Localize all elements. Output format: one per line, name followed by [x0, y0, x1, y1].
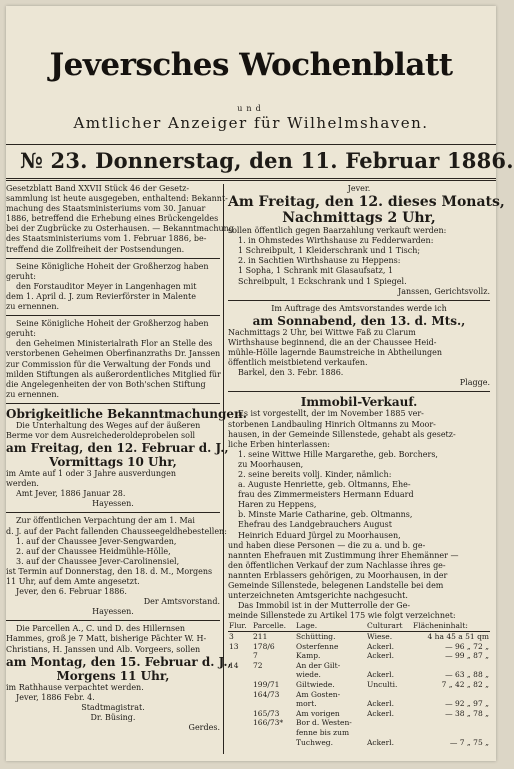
masthead-rule-bottom-2 [6, 180, 496, 181]
masthead-title: Jeversches Wochenblatt [49, 47, 453, 83]
separator [6, 620, 220, 621]
separator [228, 300, 490, 301]
table-cell: 211 [253, 631, 268, 641]
text-line: Amt Jever, 1886 Januar 28. [16, 489, 126, 499]
table-cell: — 7 „ 75 „ [449, 737, 489, 747]
table-cell: 178/6 [253, 641, 275, 651]
text-line: Christians, H. Janssen und Alb. Vorgeers, sollen [6, 644, 201, 654]
table-cell [412, 661, 490, 671]
signature: Hayessen. [92, 607, 134, 617]
table-header-cell: Flächeninhalt: [412, 621, 490, 631]
text-line: frau des Zimmermeisters Hermann Eduard [238, 490, 414, 500]
table-row [228, 690, 490, 700]
text-line: 3. auf der Chaussee Jever-Carolinensiel, [16, 556, 180, 566]
text-line: Ehefrau des Landgebrauchers August [238, 520, 392, 530]
text-line: unterzeichneten Amtsgerichte nachgesucht. [228, 591, 408, 601]
table-cell: Am Gosten- [296, 689, 341, 699]
dateline: № 23. Donnerstag, den 11. Februar 1886. [20, 148, 514, 173]
table-cell: Kamp. [296, 651, 321, 661]
text-line: Jever, 1886 Febr. 4. [16, 692, 95, 702]
place-label: Jever. [347, 184, 371, 193]
text-line: bei der Zugbrücke zu Osterhausen. — Bekanntmachung [6, 224, 234, 234]
table-header-cell: Parcelle. [252, 621, 295, 631]
text-line: Nachmittags 2 Uhr, bei Wittwe Faß zu Clarum [228, 327, 416, 337]
text-line: zu ernennen. [6, 389, 60, 399]
table-cell [252, 728, 295, 738]
table-cell: Tuchweg. [296, 737, 333, 747]
table-row [228, 642, 490, 652]
signature: Plagge. [459, 378, 490, 388]
text-line: Es ist vorgestellt, der im November 1885 ver- [238, 409, 424, 419]
table-cell: fenne bis zum [296, 727, 350, 737]
hoheit-notice-1 [6, 262, 220, 312]
text-line: im Rathhause verpachtet werden. [6, 682, 144, 692]
text-line: treffend die Zollfreiheit der Postsendungen. [6, 244, 185, 254]
table-row [228, 718, 490, 728]
table-cell: Ackerl. [367, 651, 394, 661]
text-line: den öffentlichen Verkauf der zum Nachlasse ihres ge- [228, 560, 446, 570]
table-cell: Ackerl. [367, 708, 394, 718]
table-cell: 166/73* [253, 718, 284, 728]
text-line: geruht: [6, 329, 36, 339]
gesetzblatt-notice [6, 184, 234, 255]
newspaper-page [6, 6, 514, 761]
table-cell: 3 [229, 631, 234, 641]
text-line: 11 Uhr, auf dem Amte angesetzt. [6, 577, 140, 586]
table-cell: 13 [229, 641, 239, 651]
table-cell: — 92 „ 97 „ [445, 699, 489, 709]
separator [6, 512, 220, 513]
table-cell [412, 728, 490, 738]
text-line: sammlung ist heute ausgegeben, enthaltend: Bekannt- [6, 194, 228, 204]
table-cell: 14 [229, 660, 239, 670]
table-cell: — 38 „ 78 „ [445, 708, 489, 718]
text-line: öffentlich meistbietend verkaufen. [228, 358, 368, 368]
text-line: sollen öffentlich gegen Baarzahlung verkauft werden: [228, 226, 447, 236]
table-cell [228, 680, 252, 690]
text-line: 1 Sopha, 1 Schrank mit Glasaufsatz, 1 [238, 266, 394, 276]
table-cell: 7 „ 42 „ 82 „ [441, 679, 489, 689]
masthead-und: und [237, 104, 265, 113]
text-line: Berme vor dem Ausreichederoldeprobelen soll [6, 430, 196, 440]
text-line: Jever, den 6. Februar 1886. [16, 587, 127, 597]
table-cell: — 96 „ 72 „ [445, 641, 489, 651]
table-cell: — 99 „ 87 „ [445, 651, 489, 661]
table-cell: 164/73 [253, 689, 280, 699]
table-row [228, 738, 490, 748]
table-cell: Ackerl. [367, 670, 394, 680]
table-cell [228, 690, 252, 700]
text-line: werden. [6, 479, 39, 489]
table-header-cell: Lage. [295, 621, 366, 631]
signature: Gerdes. [188, 723, 220, 733]
table-cell [228, 709, 252, 719]
text-line: zur Commission für die Verwaltung der Fonds und [6, 359, 211, 369]
text-line: 1 Schreibpult, 1 Kleiderschrank und 1 Tisch; [238, 246, 421, 256]
table-cell [228, 699, 252, 709]
table-cell [228, 718, 252, 728]
text-line: hausen, in der Gemeinde Sillenstede, gehabt als gesetz- [228, 429, 456, 439]
text-line: dem 1. April d. J. zum Revierförster in Malente [6, 291, 196, 301]
table-cell [366, 690, 412, 700]
table-cell [366, 728, 412, 738]
text-line: nannten Ehefrauen mit Zustimmung ihrer Ehemänner — [228, 550, 459, 560]
right-column [228, 184, 505, 749]
table-cell [252, 699, 295, 709]
table-cell [228, 728, 252, 738]
text-line: Seine Königliche Hoheit der Großherzog haben [16, 261, 209, 271]
emphasis-time: Nachmittags 2 Uhr, [282, 210, 436, 227]
emphasis-date: am Sonnabend, den 13. d. Mts., [252, 313, 466, 328]
text-line: 1. seine Wittwe Hille Margarethe, geb. Borchers, [238, 449, 438, 459]
emphasis-date: am Freitag, den 12. Februar d. J., [6, 441, 229, 456]
table-row [228, 670, 490, 680]
masthead-rule-bottom [6, 178, 496, 179]
text-line: liche Erben hinterlassen: [228, 439, 330, 449]
table-cell [252, 738, 295, 748]
table-cell: 7 [253, 651, 258, 661]
table-cell [366, 661, 412, 671]
text-line: 1. auf der Chaussee Jever-Sengwarden, [16, 536, 177, 546]
table-header-cell: Culturart [366, 621, 412, 631]
table-cell [228, 670, 252, 680]
emphasis-date: am Montag, den 15. Februar d. J., [6, 654, 232, 669]
text-line: 2. seine bereits vollj. Kinder, nämlich: [238, 469, 392, 479]
text-line: 1. in Ohmstedes Wirthshause zu Fedderwarden: [238, 236, 434, 246]
section-heading: Obrigkeitliche Bekanntmachungen. [6, 406, 247, 421]
table-cell [412, 718, 490, 728]
table-row [228, 699, 490, 709]
text-line: Die Unterhaltung des Weges auf der äußeren [16, 420, 201, 430]
table-cell [228, 651, 252, 661]
text-line: Hammes, groß je 7 Matt, bisherige Pächter W. H- [6, 634, 207, 644]
text-line: machung des Staatsministeriums vom 30. Januar [6, 204, 206, 214]
table-cell [412, 690, 490, 700]
table-cell: Am vorigen [296, 708, 340, 718]
table-row [228, 631, 490, 641]
table-row [228, 651, 490, 661]
table-cell: wiede. [296, 670, 321, 680]
table-cell: Unculti. [367, 679, 398, 689]
masthead-rule-top [6, 144, 496, 145]
table-cell [252, 670, 295, 680]
separator [6, 403, 220, 404]
section-heading: Immobil-Verkauf. [300, 395, 418, 410]
text-line: nannten Erblassers gehörigen, zu Moorhausen, in der [228, 570, 448, 580]
text-line: Stadtmagistrat. [81, 702, 145, 712]
text-line: Zur öffentlichen Verpachtung der am 1. Mai [16, 516, 195, 526]
text-line: 2. in Sachtien Wirthshause zu Heppens: [238, 256, 401, 266]
text-line: Im Auftrage des Amtsvorstandes werde ich [271, 303, 447, 313]
text-line: Gemeinde Sillenstede, belegenen Landstelle bei dem [228, 581, 444, 590]
text-line: Haren zu Heppens, [238, 500, 317, 510]
table-cell: Ackerl. [367, 699, 394, 709]
text-line: 1886, betreffend die Erhebung eines Brückengeldes [6, 214, 219, 224]
text-line: geruht: [6, 271, 36, 281]
table-cell: — 63 „ 88 „ [445, 670, 489, 680]
text-line: des Staatsministeriums vom 1. Februar 1886, be- [6, 234, 207, 244]
text-line: storbenen Landbauling Hinrich Oltmanns zu Moor- [228, 419, 436, 429]
separator [6, 315, 220, 316]
text-line: d. J. auf der Pacht fallenden Chausseegeldhebestellen: [6, 526, 227, 536]
text-line: Schreibpult, 1 Eckschrank und 1 Spiegel. [238, 276, 407, 286]
text-line: Das Immobil ist in der Mutterrolle der Ge- [238, 601, 411, 611]
text-line: Seine Königliche Hoheit der Großherzog haben [16, 319, 209, 329]
text-line: zu Moorhausen, [238, 459, 304, 469]
text-line: zu ernennen. [6, 302, 60, 312]
table-cell [228, 738, 252, 748]
text-line: Wirthshause beginnend, die an der Chaussee Heid- [228, 337, 437, 347]
separator [6, 258, 220, 259]
table-row [228, 661, 490, 671]
table-row [228, 728, 490, 738]
text-line: a. Auguste Henriette, geb. Oltmanns, Ehe- [238, 480, 411, 490]
table-cell: An der Gilt- [296, 660, 341, 670]
table-cell: Giltwiede. [296, 679, 335, 689]
table-cell: Bor d. Westen- [296, 718, 352, 728]
emphasis-date: Am Freitag, den 12. dieses Monats, [228, 194, 505, 211]
text-line: ist Termin auf Donnerstag, den 18. d. M., Morgens [6, 566, 213, 576]
text-line: Die Parcellen A., C. und D. des Hillernsen [16, 624, 185, 634]
table-cell: Ackerl. [367, 737, 394, 747]
text-line: milden Stiftungen als außerordentliches Mitglied für [6, 369, 221, 379]
table-row [228, 680, 490, 690]
table-cell: 4 ha 45 a 51 qm [427, 631, 489, 641]
text-line: mühle-Hölle lagernde Baumstreiche in Abtheilungen [228, 348, 443, 358]
text-line: den Forstauditor Meyer in Langenhagen mit [16, 281, 197, 291]
text-line: Heinrich Eduard Jürgel zu Moorhausen, [238, 530, 401, 540]
text-line: Der Amtsvorstand. [143, 597, 220, 607]
text-line: 2. auf der Chaussee Heidmühle-Hölle, [16, 546, 171, 556]
text-line: Barkel, den 3. Febr. 1886. [238, 368, 344, 378]
text-line: im Amte auf 1 oder 3 Jahre ausverdungen [6, 469, 177, 479]
table-cell: 165/73 [253, 708, 280, 718]
table-cell: 72 [253, 660, 263, 670]
table-body [228, 631, 490, 747]
parcel-table [228, 621, 490, 747]
table-row [228, 709, 490, 719]
emphasis-time: Morgens 11 Uhr, [56, 668, 170, 683]
separator [228, 391, 490, 392]
text-line: und haben diese Personen — die zu a. und b. ge- [228, 540, 426, 550]
obrigkeitliche-section [6, 406, 247, 510]
signature: Hayessen. [92, 499, 134, 509]
text-line: meinde Sillenstede zu Artikel 175 wie folgt verzeichnet: [228, 611, 456, 621]
immobil-section [228, 395, 490, 747]
table-header-cell: Flur. [228, 621, 252, 631]
text-line: Gesetzblatt Band XXVII Stück 46 der Gesetz- [6, 184, 190, 193]
auction-notice-1 [228, 184, 505, 297]
table-header-row [228, 621, 490, 631]
hoheit-notice-2 [6, 319, 220, 400]
signature: Janssen, Gerichtsvollz. [398, 286, 490, 296]
table-cell: Osterfenne [296, 641, 339, 651]
table-cell: Ackerl. [367, 641, 394, 651]
table-cell: Schütting. [296, 631, 336, 641]
emphasis-time: Vormittags 10 Uhr, [49, 455, 177, 470]
table-cell: 199/71 [253, 679, 280, 689]
table-cell [366, 718, 412, 728]
auction-notice-2 [228, 304, 490, 389]
text-line: b. Minste Marie Catharine, geb. Oltmanns, [238, 510, 413, 520]
text-line: die Angelegenheiten der von Both'schen Stiftung [6, 379, 206, 389]
chaussee-notice [6, 516, 227, 617]
table-cell: Wiese. [367, 631, 393, 641]
text-line: den Geheimen Ministerialrath Flor an Stelle des [16, 339, 213, 349]
table-cell: mort. [296, 699, 317, 709]
text-line: verstorbenen Geheimen Oberfinanzraths Dr. Janssen [6, 349, 221, 359]
masthead-subtitle: Amtlicher Anzeiger für Wilhelmshaven. [73, 114, 429, 132]
signature: Dr. Büsing. [90, 712, 136, 722]
parzellen-notice [6, 624, 232, 733]
